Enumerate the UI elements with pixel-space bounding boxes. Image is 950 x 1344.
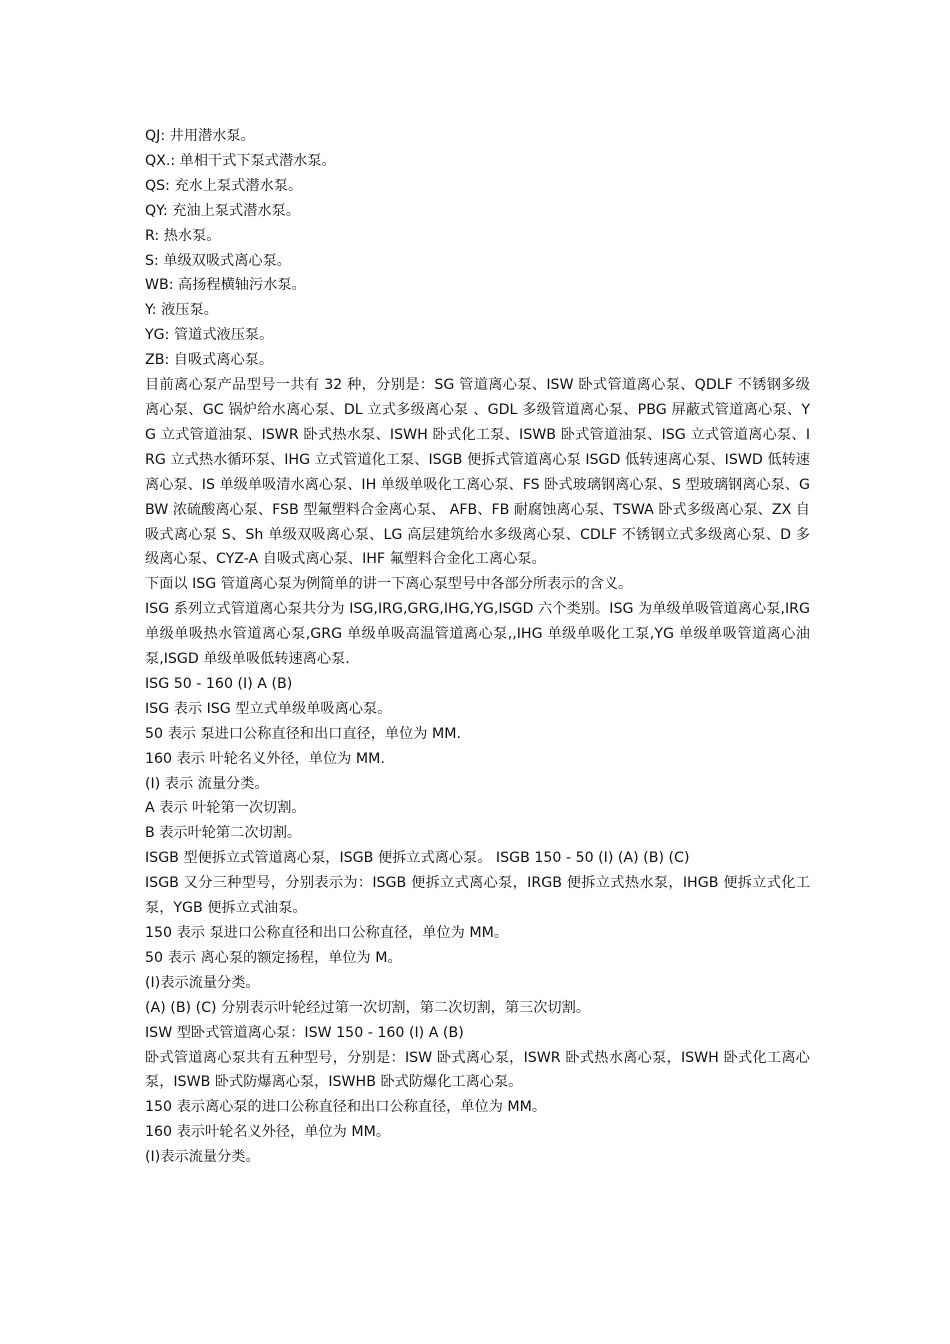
paragraph: (I) 表示 流量分类。 xyxy=(145,775,269,792)
paragraph: 下面以 ISG 管道离心泵为例简单的讲一下离心泵型号中各部分所表示的含义。 xyxy=(145,576,633,593)
document-body xyxy=(145,124,810,1170)
paragraph: 160 表示 叶轮名义外径，单位为 MM. xyxy=(145,750,385,767)
paragraph: (I)表示流量分类。 xyxy=(145,974,260,991)
paragraph: ISGB 又分三种型号，分别表示为：ISGB 便拆立式离心泵，IRGB 便拆立式热水泵，IHGB 便拆立式化工泵，YGB 便拆立式油泵。 xyxy=(145,875,810,917)
paragraph: ISG 系列立式管道离心泵共分为 ISG,IRG,GRG,IHG,YG,ISGD 六个类别。ISG 为单级单吸管道离心泵,IRG 单级单吸热水管道离心泵,GRG 单级单吸高温管道离心泵,,IHG 单级单吸化工泵,YG 单级单吸管道离心油泵,ISGD 单级单吸低转速离心泵. xyxy=(145,601,810,668)
paragraph: WB: 高扬程横轴污水泵。 xyxy=(145,277,306,294)
paragraph: 50 表示 离心泵的额定扬程，单位为 M。 xyxy=(145,949,402,966)
paragraph: S: 单级双吸式离心泵。 xyxy=(145,252,291,269)
paragraph: Y: 液压泵。 xyxy=(145,302,218,319)
paragraph: QY: 充油上泵式潜水泵。 xyxy=(145,202,300,219)
paragraph: YG: 管道式液压泵。 xyxy=(145,327,274,344)
paragraph: B 表示叶轮第二次切割。 xyxy=(145,825,302,842)
paragraph: 160 表示叶轮名义外径，单位为 MM。 xyxy=(145,1124,391,1141)
paragraph: A 表示 叶轮第一次切割。 xyxy=(145,800,306,817)
paragraph: 150 表示 泵进口公称直径和出口公称直径，单位为 MM。 xyxy=(145,925,509,941)
paragraph: ZB: 自吸式离心泵。 xyxy=(145,352,274,369)
paragraph: 50 表示 泵进口公称直径和出口直径，单位为 MM. xyxy=(145,725,461,742)
paragraph: QX.: 单相干式下泵式潜水泵。 xyxy=(145,152,336,169)
paragraph: (A) (B) (C) 分别表示叶轮经过第一次切割，第二次切割，第三次切割。 xyxy=(145,999,590,1016)
paragraph: ISG 表示 ISG 型立式单级单吸离心泵。 xyxy=(145,700,392,717)
paragraph: ISG 50 - 160 (I) A (B) xyxy=(145,675,293,692)
paragraph: ISW 型卧式管道离心泵：ISW 150 - 160 (I) A (B) xyxy=(145,1024,464,1041)
paragraph: 150 表示离心泵的进口公称直径和出口公称直径，单位为 MM。 xyxy=(145,1099,547,1116)
paragraph: 目前离心泵产品型号一共有 32 种，分别是：SG 管道离心泵、ISW 卧式管道离心泵、QDLF 不锈钢多级离心泵、GC 锅炉给水离心泵、DL 立式多级离心泵 、GDL 多级管道离心泵、PBG 屏蔽式管道离心泵、YG 立式管道油泵、ISWR 卧式热水泵、ISWH 卧式化工泵、ISWB 卧式管道油泵、ISG 立式管道离心泵、IRG 立式热水循环泵、IHG 立式管道化工泵、ISGB 便拆式管道离心泵 ISGD 低转速离心泵、ISWD 低转速离心泵、IS 单级单吸清水离心泵、IH 单级单吸化工离心泵、FS 卧式玻璃钢离心泵、S 型玻璃钢离心泵、GBW 浓硫酸离心泵、FSB 型氟塑料合金离心泵、 AFB、FB 耐腐蚀离心泵、TSWA 卧式多级离心泵、ZX 自吸式离心泵 S、Sh 单级双吸离心泵、LG 高层建筑给水多级离心泵、CDLF 不锈钢立式多级离心泵、D 多级离心泵、CYZ-A 自吸式离心泵、IHF 氟塑料合金化工离心泵。 xyxy=(145,377,810,568)
paragraph: ISGB 型便拆立式管道离心泵，ISGB 便拆立式离心泵。 ISGB 150 - 50 (I) (A) (B) (C) xyxy=(145,850,690,867)
paragraph: QJ: 井用潜水泵。 xyxy=(145,128,255,144)
paragraph: QS: 充水上泵式潜水泵。 xyxy=(145,177,303,194)
paragraph: R: 热水泵。 xyxy=(145,227,221,244)
paragraph: (I)表示流量分类。 xyxy=(145,1149,260,1166)
paragraph: 卧式管道离心泵共有五种型号，分别是：ISW 卧式离心泵，ISWR 卧式热水离心泵，ISWH 卧式化工离心泵，ISWB 卧式防爆离心泵，ISWHB 卧式防爆化工离心泵。 xyxy=(145,1049,810,1091)
